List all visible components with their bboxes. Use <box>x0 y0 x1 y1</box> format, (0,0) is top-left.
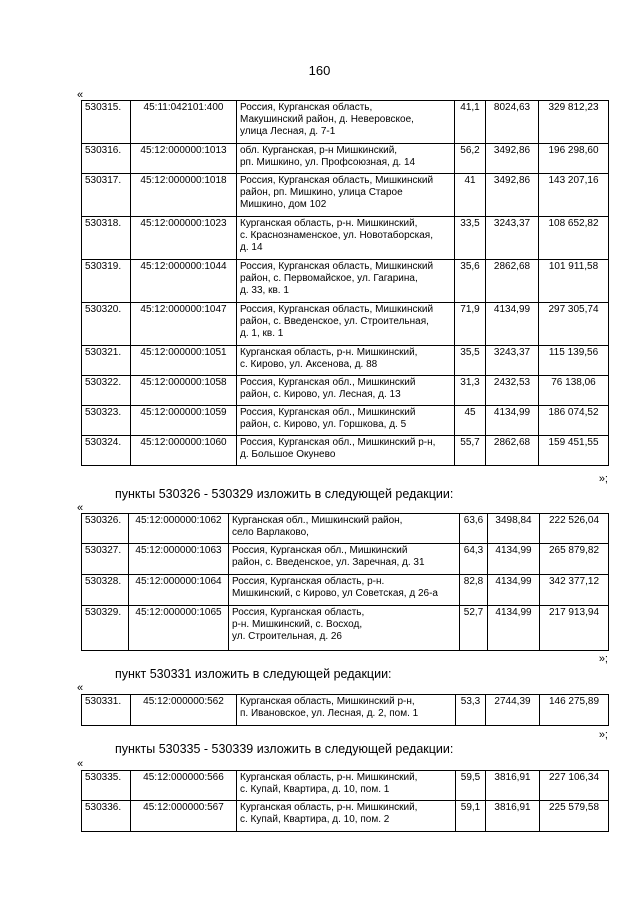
address-line: Россия, Курганская область, <box>232 607 365 618</box>
area: 53,3 <box>456 695 486 726</box>
unit-price: 8024,63 <box>486 101 539 144</box>
address-line: район, с. Первомайское, ул. Гагарина, <box>240 273 418 284</box>
address-line: Россия, Курганская область, Мишкинский <box>240 175 434 186</box>
address-line: рп. Мишкино, ул. Профсоюзная, д. 14 <box>240 157 416 168</box>
opening-quote: « <box>77 682 84 694</box>
cadastral-number: 45:12:000000:1058 <box>131 376 237 406</box>
area: 63,6 <box>460 514 488 544</box>
total-value: 159 451,55 <box>539 436 609 466</box>
address-line: Курганская обл., Мишкинский район, <box>232 515 403 526</box>
table-row <box>82 376 609 406</box>
address <box>237 376 455 406</box>
table-row <box>82 771 609 801</box>
row-number: 530321. <box>82 346 131 376</box>
address-line: район, с. Кирово, ул. Лесная, д. 13 <box>240 389 401 400</box>
address-line: Россия, Курганская область, <box>240 102 373 113</box>
table-row <box>82 144 609 174</box>
address-line: Курганская область, Мишкинский р-н, <box>240 696 415 707</box>
unit-price: 2862,68 <box>486 260 539 303</box>
total-value: 222 526,04 <box>540 514 609 544</box>
unit-price: 4134,99 <box>488 544 540 575</box>
row-number: 530319. <box>82 260 131 303</box>
table-row <box>82 346 609 376</box>
total-value: 76 138,06 <box>539 376 609 406</box>
cadastral-number: 45:12:000000:1064 <box>129 575 229 606</box>
registry-table-1 <box>81 100 609 466</box>
table-row <box>82 406 609 436</box>
total-value: 225 579,58 <box>540 801 609 832</box>
unit-price: 2432,53 <box>486 376 539 406</box>
cadastral-number: 45:12:000000:1023 <box>131 217 237 260</box>
address-line: Курганская область, р-н. Мишкинский, <box>240 802 418 813</box>
cadastral-number: 45:12:000000:1013 <box>131 144 237 174</box>
address-line: Курганская область, р-н. Мишкинский, <box>240 218 418 229</box>
unit-price: 4134,99 <box>486 303 539 346</box>
row-number: 530326. <box>82 514 129 544</box>
table-row <box>82 606 609 651</box>
area: 71,9 <box>455 303 486 346</box>
unit-price: 3492,86 <box>486 144 539 174</box>
unit-price: 3243,37 <box>486 217 539 260</box>
total-value: 146 275,89 <box>540 695 609 726</box>
page-number: 160 <box>308 63 331 78</box>
opening-quote: « <box>77 758 84 770</box>
table-row <box>82 101 609 144</box>
address-line: район, рп. Мишкино, улица Старое <box>240 187 403 198</box>
amendment-paragraph-1: пункты 530326 - 530329 изложить в следующей редакции: <box>115 487 454 501</box>
area: 41 <box>455 174 486 217</box>
unit-price: 3492,86 <box>486 174 539 217</box>
address-line: п. Ивановское, ул. Лесная, д. 2, пом. 1 <box>240 708 419 719</box>
total-value: 186 074,52 <box>539 406 609 436</box>
address <box>229 575 460 606</box>
amendment-paragraph-2: пункт 530331 изложить в следующей редакции: <box>115 667 392 681</box>
address-line: д. 1, кв. 1 <box>240 328 284 339</box>
cadastral-number: 45:12:000000:1059 <box>131 406 237 436</box>
address <box>237 771 456 801</box>
row-number: 530324. <box>82 436 131 466</box>
address <box>229 606 460 651</box>
area: 55,7 <box>455 436 486 466</box>
address <box>237 303 455 346</box>
closing-quote: »; <box>598 729 608 741</box>
address-line: Россия, Курганская обл., Мишкинский р-н, <box>240 437 436 448</box>
cadastral-number: 45:12:000000:1060 <box>131 436 237 466</box>
address <box>229 514 460 544</box>
cadastral-number: 45:12:000000:567 <box>131 801 237 832</box>
total-value: 265 879,82 <box>540 544 609 575</box>
table-row <box>82 174 609 217</box>
area: 64,3 <box>460 544 488 575</box>
row-number: 530318. <box>82 217 131 260</box>
cadastral-number: 45:12:000000:1047 <box>131 303 237 346</box>
address-line: Макушинский район, д. Неверовское, <box>240 114 414 125</box>
address <box>237 406 455 436</box>
address-line: д. 14 <box>240 242 263 253</box>
closing-quote: »; <box>598 473 608 485</box>
row-number: 530331. <box>82 695 131 726</box>
unit-price: 4134,99 <box>488 606 540 651</box>
cadastral-number: 45:11:042101:400 <box>131 101 237 144</box>
unit-price: 4134,99 <box>486 406 539 436</box>
row-number: 530317. <box>82 174 131 217</box>
total-value: 217 913,94 <box>540 606 609 651</box>
cadastral-number: 45:12:000000:1062 <box>129 514 229 544</box>
address <box>237 436 455 466</box>
unit-price: 3816,91 <box>486 771 540 801</box>
total-value: 115 139,56 <box>539 346 609 376</box>
opening-quote: « <box>77 502 84 514</box>
total-value: 297 305,74 <box>539 303 609 346</box>
table-row <box>82 544 609 575</box>
table-row <box>82 575 609 606</box>
address-line: улица Лесная, д. 7-1 <box>240 126 336 137</box>
area: 45 <box>455 406 486 436</box>
address <box>237 695 456 726</box>
total-value: 196 298,60 <box>539 144 609 174</box>
address-line: д. 33, кв. 1 <box>240 285 289 296</box>
total-value: 101 911,58 <box>539 260 609 303</box>
address-line: Мишкино, дом 102 <box>240 199 327 210</box>
area: 35,6 <box>455 260 486 303</box>
registry-table-4 <box>81 770 609 832</box>
total-value: 227 106,34 <box>540 771 609 801</box>
address-line: район, с. Кирово, ул. Горшкова, д. 5 <box>240 419 407 430</box>
unit-price: 3816,91 <box>486 801 540 832</box>
address-line: Россия, Курганская область, Мишкинский <box>240 261 434 272</box>
row-number: 530323. <box>82 406 131 436</box>
address <box>237 346 455 376</box>
address <box>237 101 455 144</box>
area: 52,7 <box>460 606 488 651</box>
address <box>237 217 455 260</box>
area: 35,5 <box>455 346 486 376</box>
address <box>237 144 455 174</box>
closing-quote: »; <box>598 653 608 665</box>
table-row <box>82 514 609 544</box>
address-line: с. Краснознаменское, ул. Новотаборская, <box>240 230 433 241</box>
table-row <box>82 436 609 466</box>
table-row <box>82 303 609 346</box>
area: 41,1 <box>455 101 486 144</box>
address-line: р-н. Мишкинский, с. Восход, <box>232 619 363 630</box>
total-value: 329 812,23 <box>539 101 609 144</box>
address-line: район, с. Введенское, ул. Заречная, д. 31 <box>232 557 425 568</box>
total-value: 143 207,16 <box>539 174 609 217</box>
cadastral-number: 45:12:000000:1018 <box>131 174 237 217</box>
row-number: 530329. <box>82 606 129 651</box>
unit-price: 3243,37 <box>486 346 539 376</box>
row-number: 530315. <box>82 101 131 144</box>
row-number: 530336. <box>82 801 131 832</box>
table-row <box>82 260 609 303</box>
unit-price: 4134,99 <box>488 575 540 606</box>
address-line: с. Купай, Квартира, д. 10, пом. 2 <box>240 814 390 825</box>
row-number: 530335. <box>82 771 131 801</box>
address-line: Курганская область, р-н. Мишкинский, <box>240 772 418 783</box>
table-row <box>82 801 609 832</box>
area: 56,2 <box>455 144 486 174</box>
registry-table-3 <box>81 694 609 726</box>
address-line: с. Кирово, ул. Аксенова, д. 88 <box>240 359 378 370</box>
address-line: обл. Курганская, р-н Мишкинский, <box>240 145 398 156</box>
cadastral-number: 45:12:000000:566 <box>131 771 237 801</box>
area: 82,8 <box>460 575 488 606</box>
row-number: 530320. <box>82 303 131 346</box>
address-line: Россия, Курганская обл., Мишкинский <box>240 377 416 388</box>
cadastral-number: 45:12:000000:1044 <box>131 260 237 303</box>
address-line: Россия, Курганская обл., Мишкинский <box>240 407 416 418</box>
address-line: Мишкинский, с Кирово, ул Советская, д 26-а <box>232 588 438 599</box>
registry-table-2 <box>81 513 609 651</box>
address-line: Курганская область, р-н. Мишкинский, <box>240 347 418 358</box>
area: 59,1 <box>456 801 486 832</box>
unit-price: 2744,39 <box>486 695 540 726</box>
row-number: 530327. <box>82 544 129 575</box>
unit-price: 3498,84 <box>488 514 540 544</box>
address-line: район, с. Введенское, ул. Строительная, <box>240 316 429 327</box>
total-value: 108 652,82 <box>539 217 609 260</box>
address <box>229 544 460 575</box>
address-line: д. Большое Окунево <box>240 449 336 460</box>
area: 59,5 <box>456 771 486 801</box>
amendment-paragraph-3: пункты 530335 - 530339 изложить в следующей редакции: <box>115 742 454 756</box>
cadastral-number: 45:12:000000:1051 <box>131 346 237 376</box>
address-line: Россия, Курганская область, р-н. <box>232 576 385 587</box>
address <box>237 801 456 832</box>
opening-quote: « <box>77 89 84 101</box>
table-row <box>82 695 609 726</box>
cadastral-number: 45:12:000000:1065 <box>129 606 229 651</box>
row-number: 530328. <box>82 575 129 606</box>
address-line: Россия, Курганская обл., Мишкинский <box>232 545 408 556</box>
row-number: 530322. <box>82 376 131 406</box>
address-line: село Варлаково, <box>232 527 309 538</box>
address <box>237 174 455 217</box>
address-line: Россия, Курганская область, Мишкинский <box>240 304 434 315</box>
table-row <box>82 217 609 260</box>
address-line: ул. Строительная, д. 26 <box>232 631 342 642</box>
address-line: с. Купай, Квартира, д. 10, пом. 1 <box>240 784 390 795</box>
unit-price: 2862,68 <box>486 436 539 466</box>
row-number: 530316. <box>82 144 131 174</box>
area: 31,3 <box>455 376 486 406</box>
address <box>237 260 455 303</box>
total-value: 342 377,12 <box>540 575 609 606</box>
cadastral-number: 45:12:000000:562 <box>131 695 237 726</box>
area: 33,5 <box>455 217 486 260</box>
cadastral-number: 45:12:000000:1063 <box>129 544 229 575</box>
